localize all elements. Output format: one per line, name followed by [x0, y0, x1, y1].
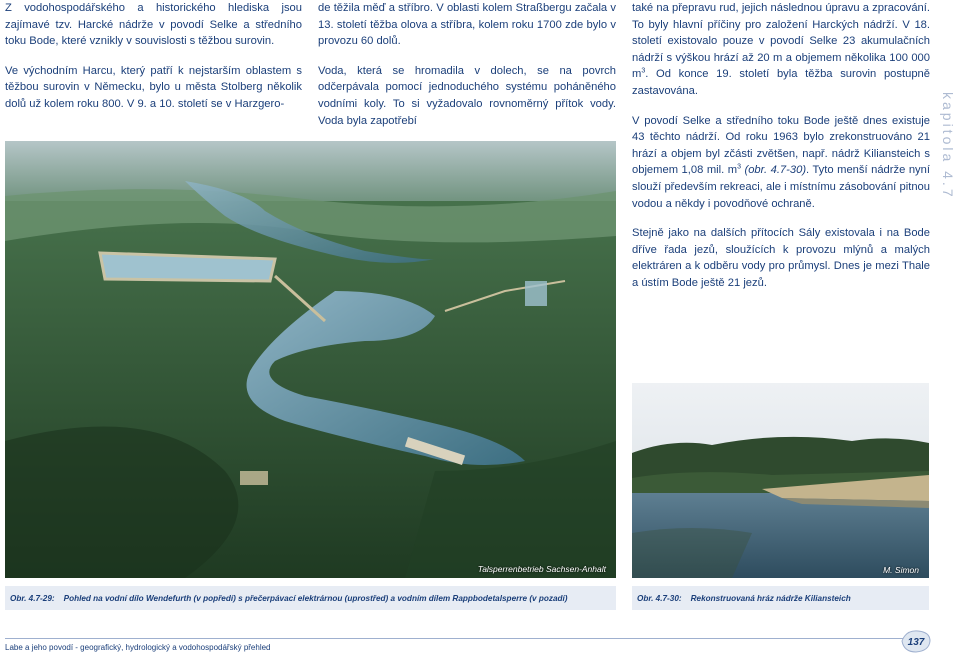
text-run: . Od konce 19. století byla těžba surovin postupně zastavována. [632, 68, 930, 97]
paragraph [632, 0, 930, 100]
superscript: 3 [641, 67, 646, 75]
text-run: . Tyto menší nádrže nyní slouží především rekreaci, ale i místnímu zásobování pitnou vodou a někdy i povodňové ochraně. [632, 164, 930, 210]
text-column-1 [5, 0, 302, 126]
figure-caption [632, 586, 929, 610]
photo-credit: Talsperrenbetrieb Sachsen-Anhalt [477, 564, 606, 574]
figure-reference: (obr. 4.7-30) [740, 164, 807, 177]
caption-text: Pohled na vodní dílo Wendefurth (v popředí) s přečerpávací elektrárnou (uprostřed) a vodním dílem Rappbodetalsperre (v pozadí) [63, 593, 568, 603]
dam-landscape-illustration [632, 383, 929, 578]
text-column-2 [318, 0, 616, 142]
paragraph: Voda, která se hromadila v dolech, se na povrch odčerpávala pomocí jednoduchého systému poháněného vodními koly. To si vyžadovalo rovnoměrný přítok vody. Voda byla zapotřebí [318, 64, 616, 127]
kiliansteich-dam-photo [632, 383, 929, 578]
paragraph: Ve východním Harcu, který patří k nejstarším oblastem s těžbou surovin v Německu, bylo u města Stolberg několik dolů už kolem roku 800. V 9. a 10. století se v Harzgero- [5, 64, 302, 110]
figure-number: Obr. 4.7-29: [10, 593, 55, 603]
aerial-reservoir-photo [5, 141, 616, 578]
paragraph [632, 113, 930, 213]
paragraph: Stejně jako na dalších přítocích Sály existovala i na Bode dříve řada jezů, sloužících k provozu mlýnů a malých elektráren a k odběru vody pro průmysl. Dnes je mezi Thale a ústím Bode ještě 21 jezů. [632, 227, 930, 289]
aerial-landscape-illustration [5, 141, 616, 578]
text-run: také na přepravu rud, jejich následnou úpravu a zpracování. To byly hlavní příčiny pro založení Harckých nádrží. V 18. století existovalo pouze v povodí Selke 23 akumulačních nádrží s výškou hrází až 20 m a objemem několika 100 000 m [632, 2, 930, 81]
caption-text: Rekonstruovaná hráz nádrže Kiliansteich [690, 593, 851, 603]
chapter-tab: kapitola 4.7 [940, 92, 956, 200]
figure-number: Obr. 4.7-30: [637, 593, 682, 603]
running-footer: Labe a jeho povodí - geografický, hydrologický a vodohospodářský přehled [5, 643, 271, 652]
paragraph: de těžila měď a stříbro. V oblasti kolem Straßbergu začala v 13. století těžba olova a stříbra, kolem roku 1700 zde bylo v provozu 60 dolů. [318, 2, 616, 48]
paragraph: Z vodohospodářského a historického hlediska jsou zajímavé tzv. Harcké nádrže v povodí Selke a středního toku Bode, které vznikly v souvislosti s těžbou surovin. [5, 2, 302, 48]
footer-divider [5, 638, 905, 639]
photo-credit: M. Simon [883, 565, 919, 575]
text-run: V povodí Selke a středního toku Bode ještě dnes existuje 43 těchto nádrží. Od roku 1963 bylo zrekonstruováno 21 hrází a objem byl zčásti zvětšen, např. nádrž Kiliansteich s objemem 1,08 mil. m [632, 114, 930, 177]
superscript: 3 [737, 163, 741, 171]
text-column-3 [632, 0, 930, 305]
figure-caption [5, 586, 616, 610]
page-number: 137 [907, 637, 925, 648]
